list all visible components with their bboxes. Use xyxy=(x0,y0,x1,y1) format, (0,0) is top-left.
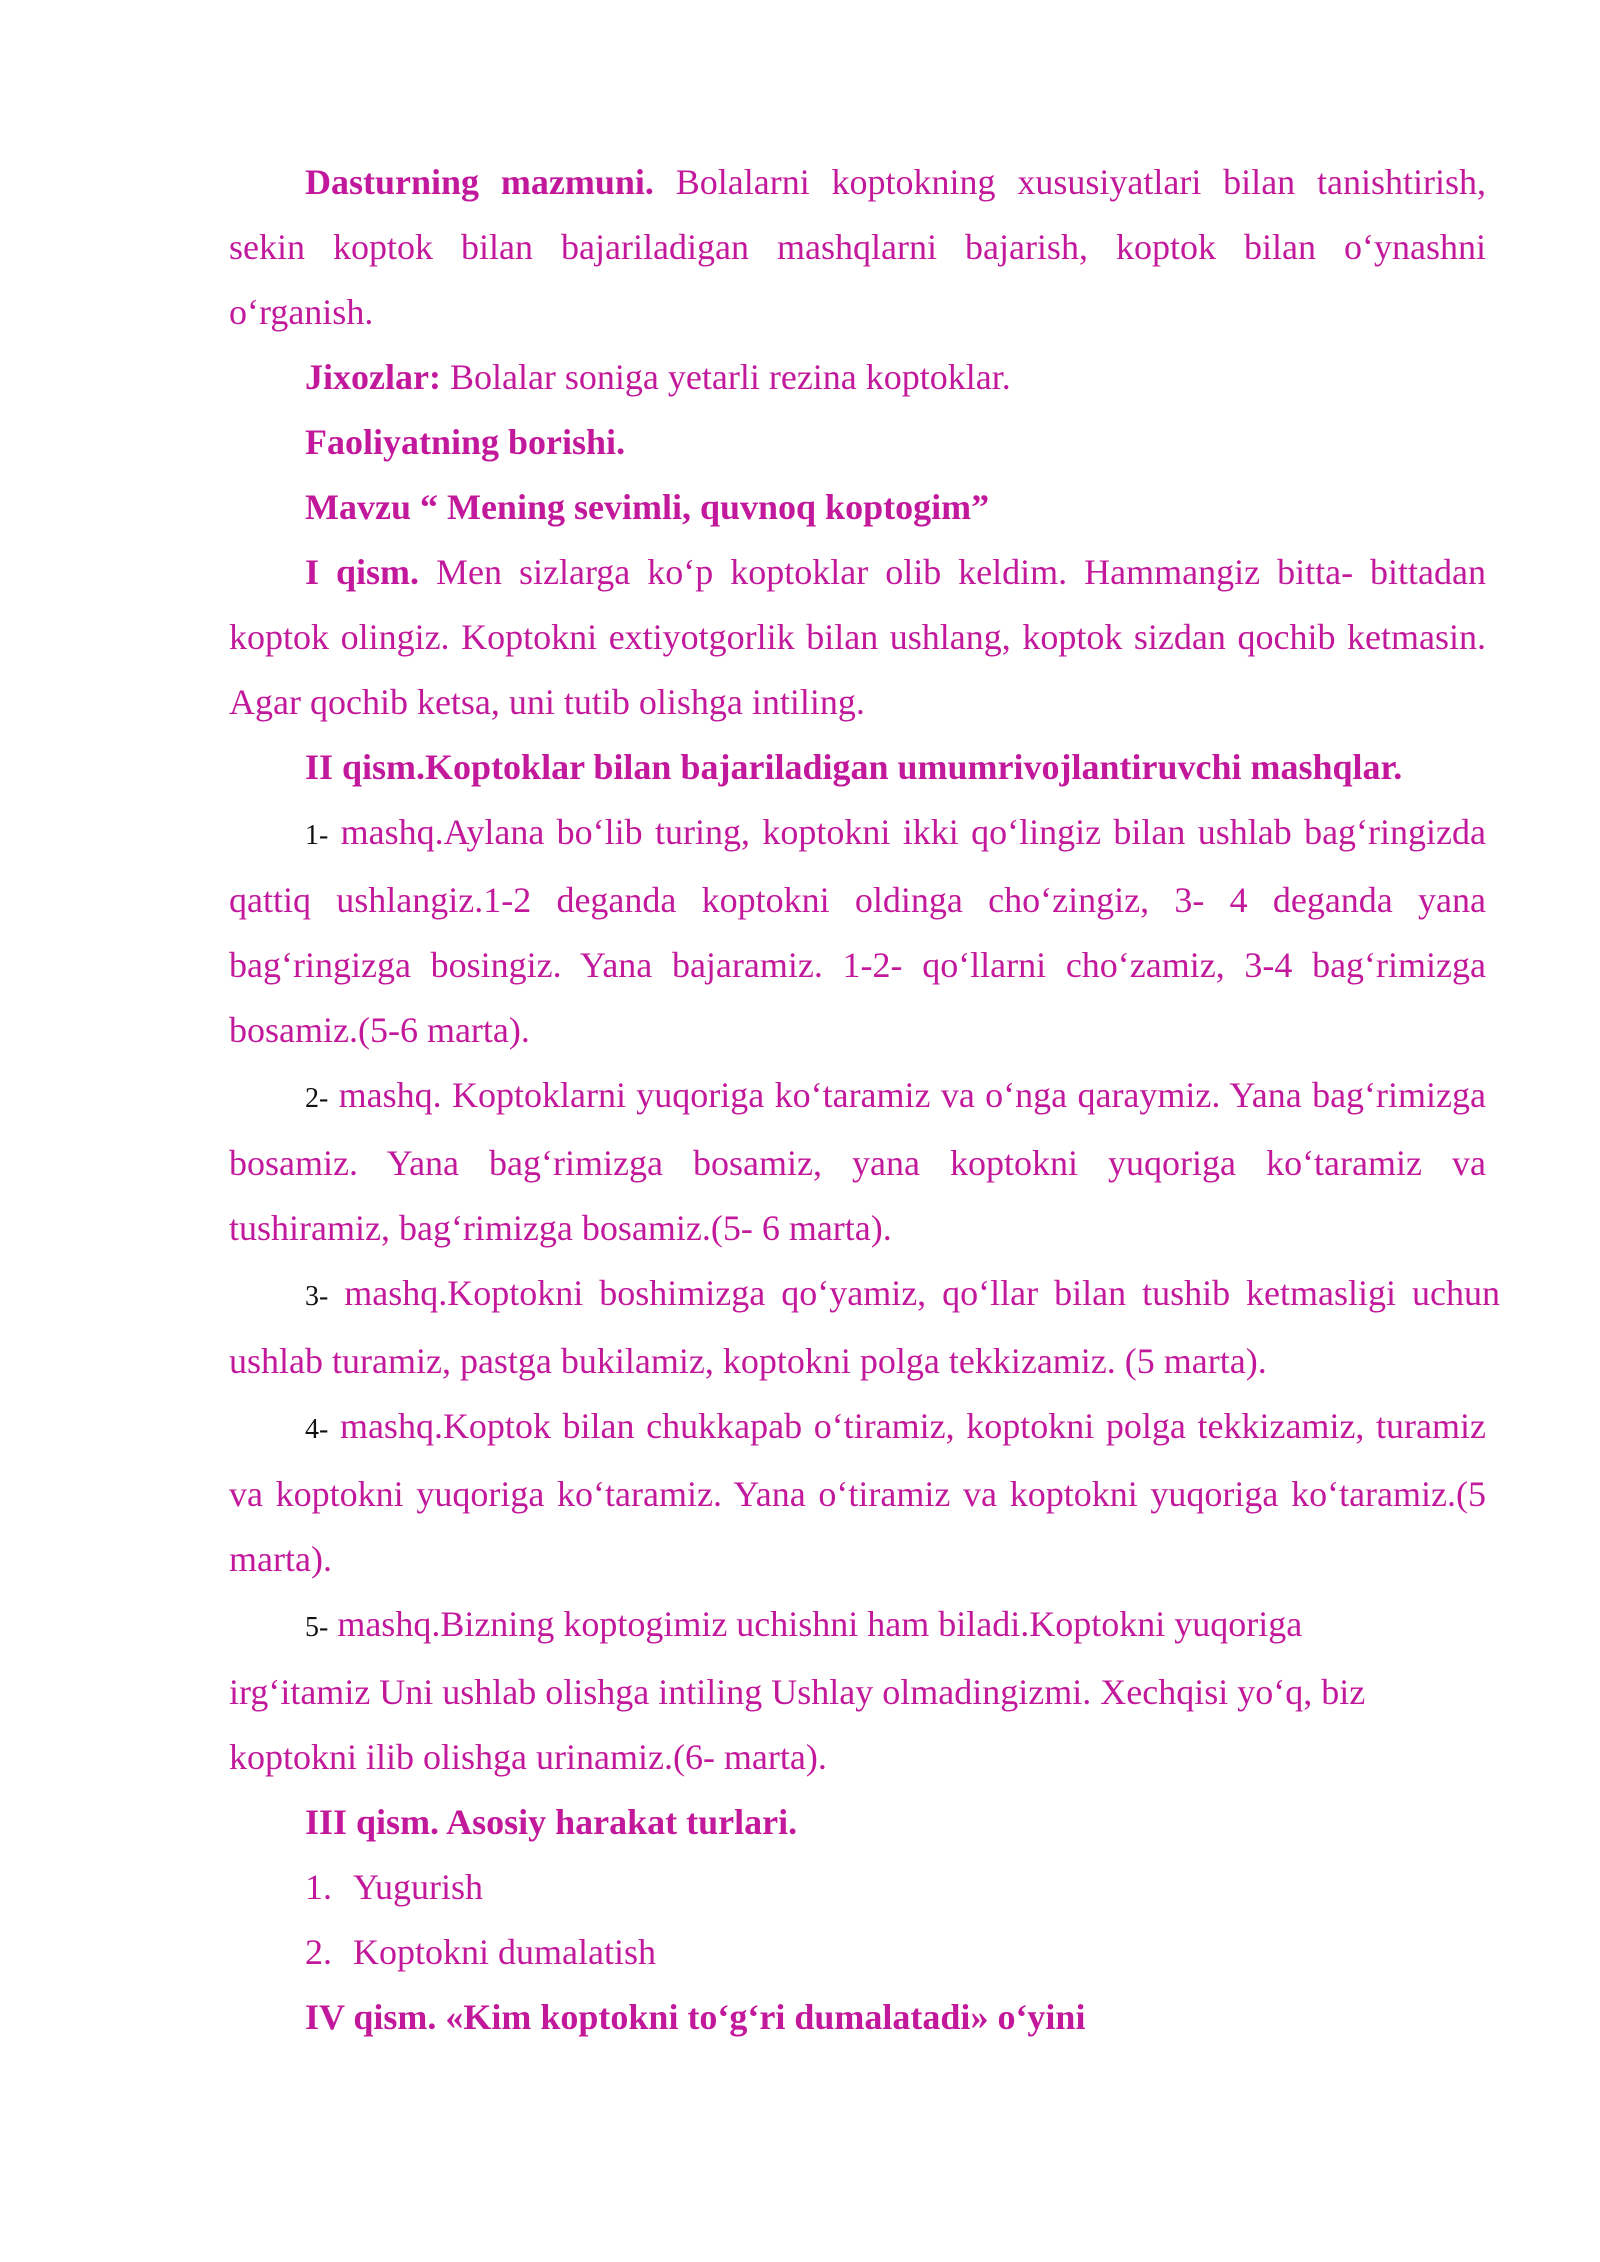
exercise-text-line-2: irg‘itamiz Uni ushlab olishga intiling Ushlay olmadingizmi. Xechqisi yo‘q, biz xyxy=(229,1672,1366,1712)
program-content-text: Bolalarni koptokning xususiyatlari bilan tanishtirish, sekin koptok bilan bajariladigan mashqlarni bajarish, koptok bilan o‘ynashni o‘rganish. xyxy=(229,162,1487,332)
exercise-text: mashq.Aylana bo‘lib turing, koptokni ikki qo‘lingiz bilan ushlab bag‘ringizda qattiq ushlangiz.1-2 deganda koptokni oldinga cho‘zingiz, 3- 4 deganda yana bag‘ringizga bosingiz. Yana bajaramiz. 1-2- qo‘llarni cho‘zamiz, 3-4 bag‘rimizga bosamiz.(5-6 marta). xyxy=(229,812,1486,1050)
part-three-heading-text: III qism. Asosiy harakat turlari. xyxy=(305,1802,798,1842)
list-item-text: Yugurish xyxy=(353,1867,484,1907)
activity-heading xyxy=(229,410,1486,475)
activity-heading-text: Faoliyatning borishi. xyxy=(305,422,626,462)
part-four-heading-text: IV qism. «Kim koptokni to‘g‘ri dumalatadi» o‘yini xyxy=(305,1997,1086,2037)
exercise-text-line-1: mashq.Bizning koptogimiz uchishni ham biladi.Koptokni yuqoriga xyxy=(328,1604,1303,1644)
part-three-heading xyxy=(229,1790,1486,1855)
exercise-text: mashq. Koptoklarni yuqoriga ko‘taramiz va o‘nga qaraymiz. Yana bag‘rimizga bosamiz. Yana bag‘rimizga bosamiz, yana koptokni yuqoriga ko‘taramiz va tushiramiz, bag‘rimizga bosamiz.(5- 6 marta). xyxy=(229,1075,1486,1248)
list-item xyxy=(305,1855,1486,1920)
exercise-number: 2- xyxy=(305,1083,329,1114)
exercise-number: 4- xyxy=(305,1414,329,1445)
exercise-text: mashq.Koptok bilan chukkapab o‘tiramiz, koptokni polga tekkizamiz, turamiz va koptokni yuqoriga ko‘taramiz. Yana o‘tiramiz va koptokni yuqoriga ko‘taramiz.(5 marta). xyxy=(229,1406,1486,1579)
equipment-label: Jixozlar: xyxy=(305,357,441,397)
exercise-number: 1- xyxy=(305,820,329,851)
part-two-heading-text: II qism.Koptoklar bilan bajariladigan umumrivojlantiruvchi mashqlar. xyxy=(305,747,1403,787)
program-content-label: Dasturning mazmuni. xyxy=(305,162,654,202)
part-four-heading xyxy=(229,1985,1486,2050)
topic-heading-text: Mavzu “ Mening sevimli, quvnoq koptogim” xyxy=(305,487,990,527)
program-content-paragraph xyxy=(229,150,1486,345)
exercise-5 xyxy=(229,1592,1486,1790)
exercise-1 xyxy=(229,800,1486,1063)
exercise-2 xyxy=(229,1063,1486,1261)
list-item-text: Koptokni dumalatish xyxy=(353,1932,656,1972)
part-one-paragraph xyxy=(229,540,1486,735)
exercise-number: 3- xyxy=(305,1281,329,1312)
list-item xyxy=(305,1920,1486,1985)
list-item-number: 1. xyxy=(305,1867,332,1907)
part-one-text: Men sizlarga ko‘p koptoklar olib keldim. Hammangiz bitta- bittadan koptok olingiz. Koptokni extiyotgorlik bilan ushlang, koptok sizdan qochib ketmasin. Agar qochib ketsa, uni tutib olishga intiling. xyxy=(229,552,1487,722)
list-item-number: 2. xyxy=(305,1932,332,1972)
topic-heading xyxy=(229,475,1486,540)
exercise-number: 5- xyxy=(305,1612,329,1643)
part-one-label: I qism. xyxy=(305,552,420,592)
exercise-text-line-3: koptokni ilib olishga urinamiz.(6- marta). xyxy=(229,1737,827,1777)
exercise-4 xyxy=(229,1394,1486,1592)
equipment-paragraph xyxy=(229,345,1486,410)
document-body xyxy=(229,150,1500,2050)
exercise-text: mashq.Koptokni boshimizga qo‘yamiz, qo‘llar bilan tushib ketmasligi uchun ushlab turamiz, pastga bukilamiz, koptokni polga tekkizamiz. (5 marta). xyxy=(229,1273,1500,1381)
equipment-text: Bolalar soniga yetarli rezina koptoklar. xyxy=(440,357,1011,397)
exercise-3 xyxy=(229,1261,1500,1394)
part-two-heading xyxy=(229,735,1486,800)
